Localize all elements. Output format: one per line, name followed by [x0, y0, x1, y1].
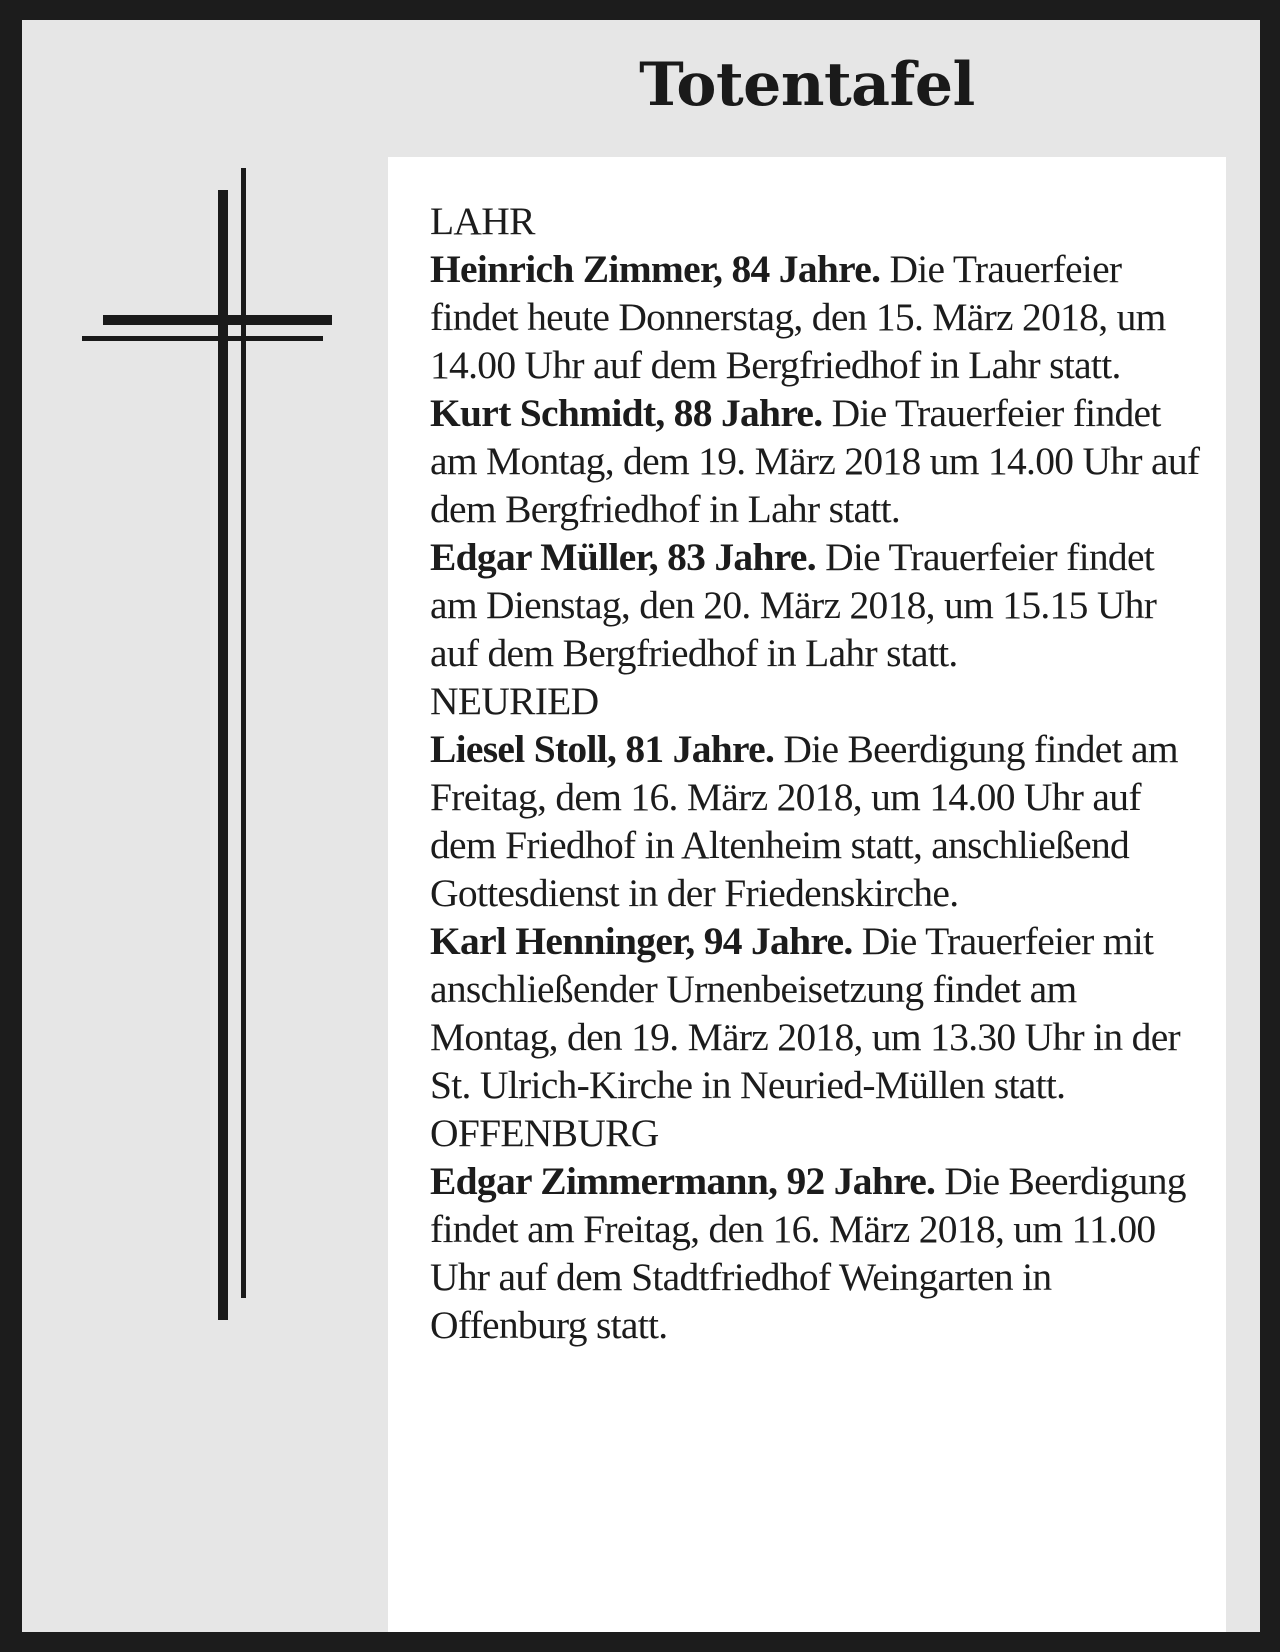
- notice-panel: [22, 20, 1260, 1632]
- obituary-entry: [430, 389, 1210, 533]
- obituary-entry: [430, 245, 1210, 389]
- ceremony-details: Die Trauerfeier findet am Montag, dem 19. März 2018 um 14.00 Uhr auf dem Bergfriedhof in Lahr statt.: [430, 391, 1200, 531]
- ceremony-details: Die Beerdigung findet am Freitag, den 16. März 2018, um 11.00 Uhr auf dem Stadtfriedhof Weingarten in Offenburg statt.: [430, 1159, 1186, 1347]
- section-title-neuried: NEURIED: [430, 679, 599, 723]
- ceremony-details: Die Trauerfeier findet am Dienstag, den 20. März 2018, um 15.15 Uhr auf dem Bergfriedhof in Lahr statt.: [430, 535, 1157, 675]
- ceremony-details: Die Trauerfeier mit anschließender Urnenbeisetzung findet am Montag, den 19. März 2018, um 13.30 Uhr in der St. Ulrich-Kirche in Neuried-Müllen statt.: [430, 919, 1180, 1107]
- deceased-name: Kurt Schmidt, 88 Jahre.: [430, 391, 823, 435]
- notice-text: [430, 197, 1210, 1349]
- deceased-name: Heinrich Zimmer, 84 Jahre.: [430, 247, 881, 291]
- cross-icon: [52, 155, 332, 1339]
- obituary-entry: [430, 1157, 1210, 1349]
- deceased-name: Liesel Stoll, 81 Jahre.: [430, 727, 775, 771]
- notice-content: [388, 157, 1226, 1632]
- section-title-lahr: LAHR: [430, 199, 535, 243]
- obituary-entry: [430, 725, 1210, 917]
- deceased-name: Karl Henninger, 94 Jahre.: [430, 919, 853, 963]
- deceased-name: Edgar Müller, 83 Jahre.: [430, 535, 816, 579]
- deceased-name: Edgar Zimmermann, 92 Jahre.: [430, 1159, 936, 1203]
- ceremony-details: Die Trauerfeier findet heute Donnerstag, den 15. März 2018, um 14.00 Uhr auf dem Bergfriedhof in Lahr statt.: [430, 247, 1166, 387]
- obituary-entry: [430, 917, 1210, 1109]
- obituary-entry: [430, 533, 1210, 677]
- page-title: Totentafel: [639, 50, 975, 120]
- section-title-offenburg: OFFENBURG: [430, 1111, 659, 1155]
- ceremony-details: Die Beerdigung findet am Freitag, dem 16. März 2018, um 14.00 Uhr auf dem Friedhof in Altenheim statt, anschließend Gottesdienst in der Friedenskirche.: [430, 727, 1178, 915]
